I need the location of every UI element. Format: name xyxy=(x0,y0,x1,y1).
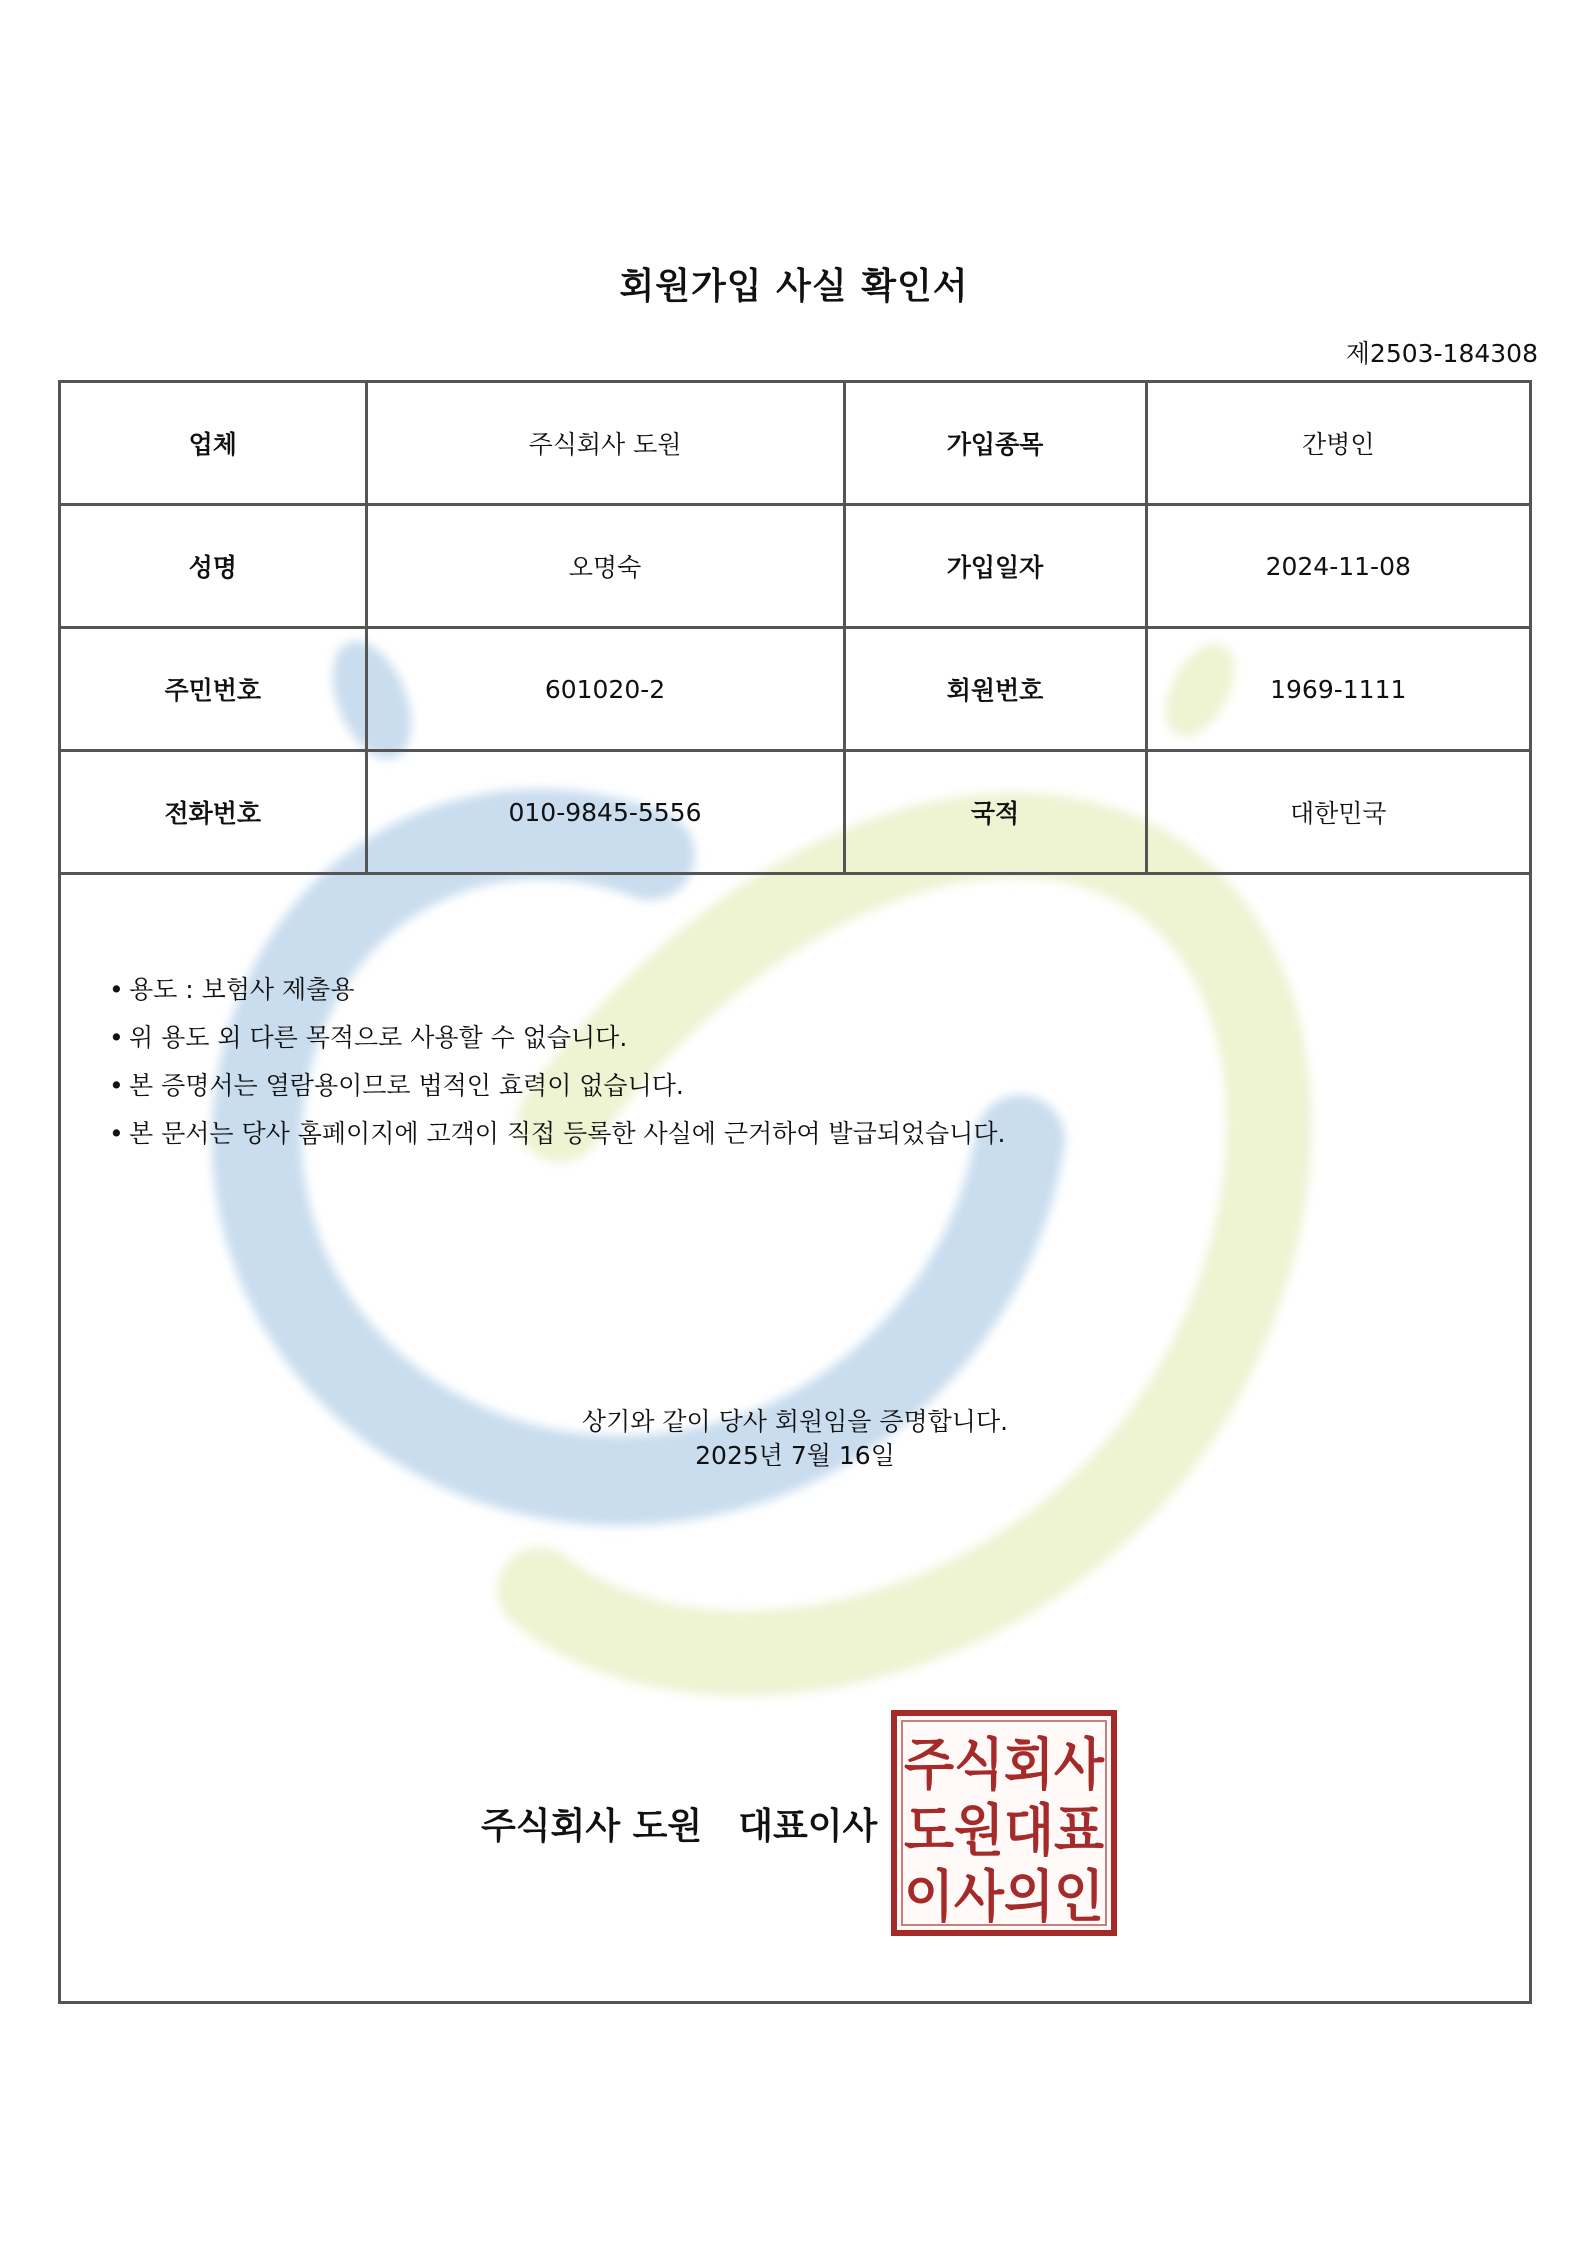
certificate-frame xyxy=(58,380,1532,2004)
seal-line-1: 주식회사 xyxy=(904,1733,1105,1798)
label-resident-number: 주민번호 xyxy=(61,628,366,751)
seal-line-3: 이사의인 xyxy=(904,1865,1104,1930)
document-number: 제2503-184308 xyxy=(1345,339,1538,368)
note-text: 본 증명서는 열람용이므로 법적인 효력이 없습니다. xyxy=(129,1071,684,1100)
value-join-date: 2024-11-08 xyxy=(1146,505,1529,628)
label-name: 성명 xyxy=(61,505,366,628)
value-company: 주식회사 도원 xyxy=(366,383,844,505)
notes-list xyxy=(109,966,1005,1158)
value-member-number: 1969-1111 xyxy=(1146,628,1529,751)
certification-block xyxy=(61,1405,1529,1473)
label-join-date: 가입일자 xyxy=(844,505,1146,628)
issue-date: 2025년 7월 16일 xyxy=(695,1441,895,1470)
bullet-icon: • xyxy=(109,975,124,1004)
value-name: 오명숙 xyxy=(366,505,844,628)
signer-company: 주식회사 도원 xyxy=(481,1806,703,1847)
table-row xyxy=(61,383,1529,505)
list-item xyxy=(109,1110,1005,1158)
certification-statement: 상기와 같이 당사 회원임을 증명합니다. xyxy=(581,1407,1009,1436)
table-row xyxy=(61,628,1529,751)
note-text: 위 용도 외 다른 목적으로 사용할 수 없습니다. xyxy=(129,1023,628,1052)
seal-line-2: 도원대표 xyxy=(904,1799,1104,1864)
bullet-icon: • xyxy=(109,1071,124,1100)
list-item xyxy=(109,966,1005,1014)
bullet-icon: • xyxy=(109,1023,124,1052)
note-text: 본 문서는 당사 홈페이지에 고객이 직접 등록한 사실에 근거하여 발급되었습니다. xyxy=(129,1119,1006,1148)
member-info-table xyxy=(61,383,1529,875)
label-phone: 전화번호 xyxy=(61,751,366,874)
value-resident-number: 601020-2 xyxy=(366,628,844,751)
signer-title: 대표이사 xyxy=(738,1806,878,1847)
signature-line xyxy=(481,1798,877,1849)
document-title: 회원가입 사실 확인서 xyxy=(619,266,969,307)
value-nationality: 대한민국 xyxy=(1146,751,1529,874)
value-phone: 010-9845-5556 xyxy=(366,751,844,874)
note-text: 용도 : 보험사 제출용 xyxy=(129,975,355,1004)
label-company: 업체 xyxy=(61,383,366,505)
bullet-icon: • xyxy=(109,1119,124,1148)
table-row xyxy=(61,751,1529,874)
label-member-number: 회원번호 xyxy=(844,628,1146,751)
list-item xyxy=(109,1014,1005,1062)
label-nationality: 국적 xyxy=(844,751,1146,874)
label-membership-type: 가입종목 xyxy=(844,383,1146,505)
table-row xyxy=(61,505,1529,628)
seal-icon xyxy=(891,1710,1117,1936)
value-membership-type: 간병인 xyxy=(1146,383,1529,505)
list-item xyxy=(109,1062,1005,1110)
